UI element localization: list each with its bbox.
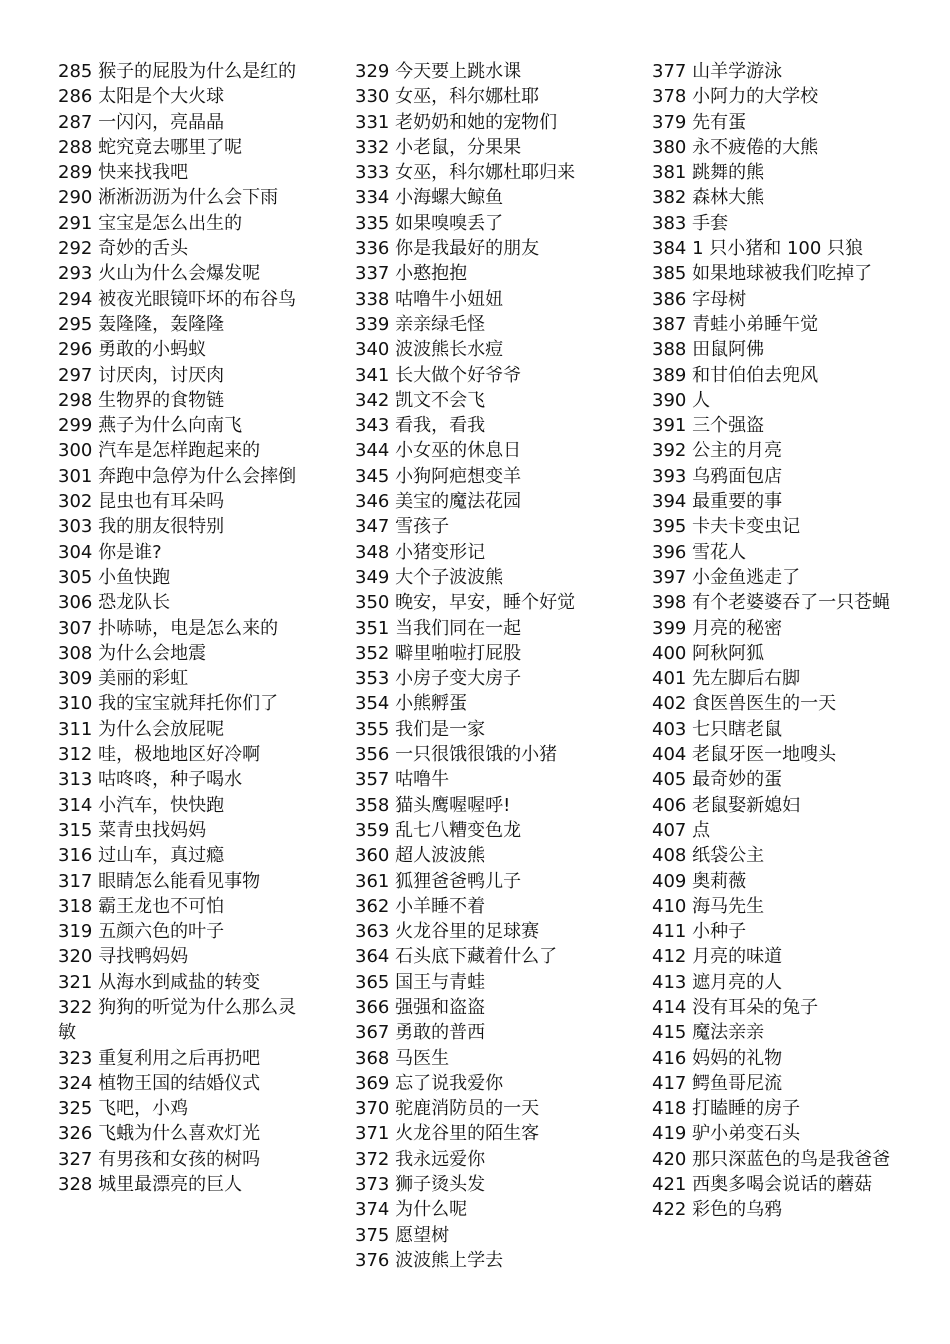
list-item: 405 最奇妙的蛋	[652, 769, 783, 791]
list-item: 308 为什么会地震	[58, 642, 207, 664]
list-item: 367 勇敢的普西	[355, 1022, 486, 1044]
list-item: 316 过山车，真过瘾	[58, 845, 225, 867]
list-item: 339 亲亲绿毛怪	[355, 313, 486, 335]
book-list-column-2	[355, 59, 605, 1273]
list-item: 400 阿秋阿狐	[652, 642, 765, 664]
list-item: 370 驼鹿消防员的一天	[355, 1098, 540, 1120]
list-item: 396 雪花人	[652, 541, 747, 563]
list-item: 344 小女巫的休息日	[355, 440, 522, 462]
list-item: 309 美丽的彩虹	[58, 668, 189, 690]
list-item: 363 火龙谷里的足球赛	[355, 921, 540, 943]
list-item: 401 先左脚后右脚	[652, 668, 801, 690]
list-item: 296 勇敢的小蚂蚁	[58, 339, 207, 361]
list-item: 354 小熊孵蛋	[355, 693, 468, 715]
list-item: 351 当我们同在一起	[355, 617, 522, 639]
list-item: 394 最重要的事	[652, 491, 783, 513]
list-item: 366 强强和盗盗	[355, 996, 486, 1018]
list-item: 385 如果地球被我们吃掉了	[652, 263, 873, 285]
list-item: 349 大个子波波熊	[355, 566, 504, 588]
list-item: 403 七只瞎老鼠	[652, 718, 783, 740]
list-item: 411 小种子	[652, 921, 747, 943]
list-item: 345 小狗阿疤想变羊	[355, 465, 522, 487]
list-item: 375 愿望树	[355, 1224, 450, 1246]
list-item: 318 霸王龙也不可怕	[58, 895, 225, 917]
list-item: 297 讨厌肉，讨厌肉	[58, 364, 225, 386]
book-list-column-1	[58, 59, 308, 1197]
list-item: 305 小鱼快跑	[58, 566, 171, 588]
list-item: 364 石头底下藏着什么了	[355, 946, 558, 968]
list-item: 355 我们是一家	[355, 718, 486, 740]
list-item: 327 有男孩和女孩的树吗	[58, 1148, 261, 1170]
list-item: 391 三个强盗	[652, 415, 765, 437]
list-item: 347 雪孩子	[355, 516, 450, 538]
list-item: 329 今天要上跳水课	[355, 61, 522, 82]
list-item: 324 植物王国的结婚仪式	[58, 1072, 261, 1094]
list-item: 291 宝宝是怎么出生的	[58, 212, 243, 234]
list-item: 379 先有蛋	[652, 111, 747, 133]
list-item: 290 淅淅沥沥为什么会下雨	[58, 187, 279, 209]
list-item: 369 忘了说我爱你	[355, 1072, 504, 1094]
list-item: 293 火山为什么会爆发呢	[58, 263, 261, 285]
list-item: 356 一只很饿很饿的小猪	[355, 744, 558, 766]
list-item: 325 飞吧，小鸡	[58, 1098, 189, 1120]
list-item: 301 奔跑中急停为什么会摔倒	[58, 465, 297, 487]
list-item: 328 城里最漂亮的巨人	[58, 1174, 243, 1196]
list-item: 368 马医生	[355, 1047, 450, 1069]
list-item: 342 凯文不会飞	[355, 389, 486, 411]
list-item: 286 太阳是个大火球	[58, 86, 225, 108]
list-item: 292 奇妙的舌头	[58, 238, 189, 260]
list-item: 419 驴小弟变石头	[652, 1123, 801, 1145]
list-item: 313 咕咚咚，种子喝水	[58, 769, 243, 791]
list-item: 386 字母树	[652, 288, 747, 310]
list-item: 340 波波熊长水痘	[355, 339, 504, 361]
list-item: 422 彩色的乌鸦	[652, 1199, 783, 1221]
list-item: 361 狐狸爸爸鸭儿子	[355, 870, 522, 892]
list-item: 337 小憨抱抱	[355, 263, 468, 285]
list-item: 406 老鼠娶新媳妇	[652, 794, 801, 816]
list-item: 360 超人波波熊	[355, 845, 486, 867]
list-item: 300 汽车是怎样跑起来的	[58, 440, 261, 462]
list-item: 285 猴子的屁股为什么是红的	[58, 61, 297, 82]
list-item: 352 噼里啪啦打屁股	[355, 642, 522, 664]
list-item: 298 生物界的食物链	[58, 389, 225, 411]
list-item: 407 点	[652, 819, 711, 841]
list-item: 312 哇，极地地区好冷啊	[58, 744, 261, 766]
list-item: 306 恐龙队长	[58, 592, 171, 614]
list-item: 336 你是我最好的朋友	[355, 238, 540, 260]
list-item: 371 火龙谷里的陌生客	[355, 1123, 540, 1145]
list-item: 341 长大做个好爷爷	[355, 364, 522, 386]
list-item: 321 从海水到咸盐的转变	[58, 971, 261, 993]
list-item: 392 公主的月亮	[652, 440, 783, 462]
list-item: 311 为什么会放屁呢	[58, 718, 225, 740]
list-item: 389 和甘伯伯去兜风	[652, 364, 819, 386]
list-item: 416 妈妈的礼物	[652, 1047, 783, 1069]
list-item: 304 你是谁?	[58, 541, 162, 563]
list-item: 348 小猪变形记	[355, 541, 486, 563]
list-item: 378 小阿力的大学校	[652, 86, 819, 108]
list-item: 358 猫头鹰喔喔呼!	[355, 794, 511, 816]
list-item: 319 五颜六色的叶子	[58, 921, 225, 943]
list-item: 317 眼睛怎么能看见事物	[58, 870, 261, 892]
list-item: 374 为什么呢	[355, 1199, 468, 1221]
list-item: 397 小金鱼逃走了	[652, 566, 801, 588]
list-item: 402 食医兽医生的一天	[652, 693, 837, 715]
list-item: 295 轰隆隆，轰隆隆	[58, 313, 225, 335]
list-item: 408 纸袋公主	[652, 845, 765, 867]
list-item: 289 快来找我吧	[58, 162, 189, 184]
list-item: 299 燕子为什么向南飞	[58, 415, 243, 437]
list-item: 395 卡夫卡变虫记	[652, 516, 801, 538]
list-item: 331 老奶奶和她的宠物们	[355, 111, 558, 133]
list-item: 382 森林大熊	[652, 187, 765, 209]
list-item: 335 如果嗅嗅丢了	[355, 212, 504, 234]
list-item: 388 田鼠阿佛	[652, 339, 765, 361]
list-item: 404 老鼠牙医一地嗖头	[652, 744, 837, 766]
book-list-column-3	[652, 59, 897, 1223]
list-item: 338 咕噜牛小妞妞	[355, 288, 504, 310]
list-item: 412 月亮的味道	[652, 946, 783, 968]
list-item: 376 波波熊上学去	[355, 1249, 504, 1271]
list-item: 294 被夜光眼镜吓坏的布谷鸟	[58, 288, 297, 310]
list-item: 322 狗狗的听觉为什么那么灵敏	[58, 996, 297, 1044]
list-item: 343 看我，看我	[355, 415, 486, 437]
list-item: 420 那只深蓝色的鸟是我爸爸	[652, 1148, 891, 1170]
list-item: 334 小海螺大鲸鱼	[355, 187, 504, 209]
list-item: 330 女巫，科尔娜杜耶	[355, 86, 540, 108]
list-item: 302 昆虫也有耳朵吗	[58, 491, 225, 513]
list-item: 398 有个老婆婆吞了一只苍蝇	[652, 592, 891, 614]
list-item: 415 魔法亲亲	[652, 1022, 765, 1044]
list-item: 384 1 只小猪和 100 只狼	[652, 238, 864, 260]
list-item: 333 女巫，科尔娜杜耶归来	[355, 162, 576, 184]
list-item: 377 山羊学游泳	[652, 61, 783, 82]
list-item: 414 没有耳朵的兔子	[652, 996, 819, 1018]
list-item: 418 打瞌睡的房子	[652, 1098, 801, 1120]
list-item: 287 一闪闪，亮晶晶	[58, 111, 225, 133]
list-item: 314 小汽车，快快跑	[58, 794, 225, 816]
list-item: 417 鳄鱼哥尼流	[652, 1072, 783, 1094]
list-item: 307 扑哧哧，电是怎么来的	[58, 617, 279, 639]
list-item: 332 小老鼠，分果果	[355, 136, 522, 158]
list-item: 288 蛇究竟去哪里了呢	[58, 136, 243, 158]
list-item: 373 狮子烫头发	[355, 1174, 486, 1196]
list-item: 346 美宝的魔法花园	[355, 491, 522, 513]
list-item: 350 晚安，早安，睡个好觉	[355, 592, 576, 614]
list-item: 421 西奥多喝会说话的蘑菇	[652, 1174, 873, 1196]
list-item: 390 人	[652, 389, 711, 411]
list-item: 399 月亮的秘密	[652, 617, 783, 639]
list-item: 413 遮月亮的人	[652, 971, 783, 993]
list-item: 303 我的朋友很特别	[58, 516, 225, 538]
list-item: 323 重复利用之后再扔吧	[58, 1047, 261, 1069]
list-item: 326 飞蛾为什么喜欢灯光	[58, 1123, 261, 1145]
list-item: 357 咕噜牛	[355, 769, 450, 791]
list-item: 353 小房子变大房子	[355, 668, 522, 690]
list-item: 393 乌鸦面包店	[652, 465, 783, 487]
list-item: 409 奥莉薇	[652, 870, 747, 892]
list-item: 380 永不疲倦的大熊	[652, 136, 819, 158]
list-item: 315 菜青虫找妈妈	[58, 819, 207, 841]
list-item: 410 海马先生	[652, 895, 765, 917]
list-item: 320 寻找鸭妈妈	[58, 946, 189, 968]
list-item: 372 我永远爱你	[355, 1148, 486, 1170]
list-item: 362 小羊睡不着	[355, 895, 486, 917]
list-item: 365 国王与青蛙	[355, 971, 486, 993]
list-item: 310 我的宝宝就拜托你们了	[58, 693, 279, 715]
list-item: 381 跳舞的熊	[652, 162, 765, 184]
list-item: 359 乱七八糟变色龙	[355, 819, 522, 841]
list-item: 383 手套	[652, 212, 729, 234]
list-item: 387 青蛙小弟睡午觉	[652, 313, 819, 335]
